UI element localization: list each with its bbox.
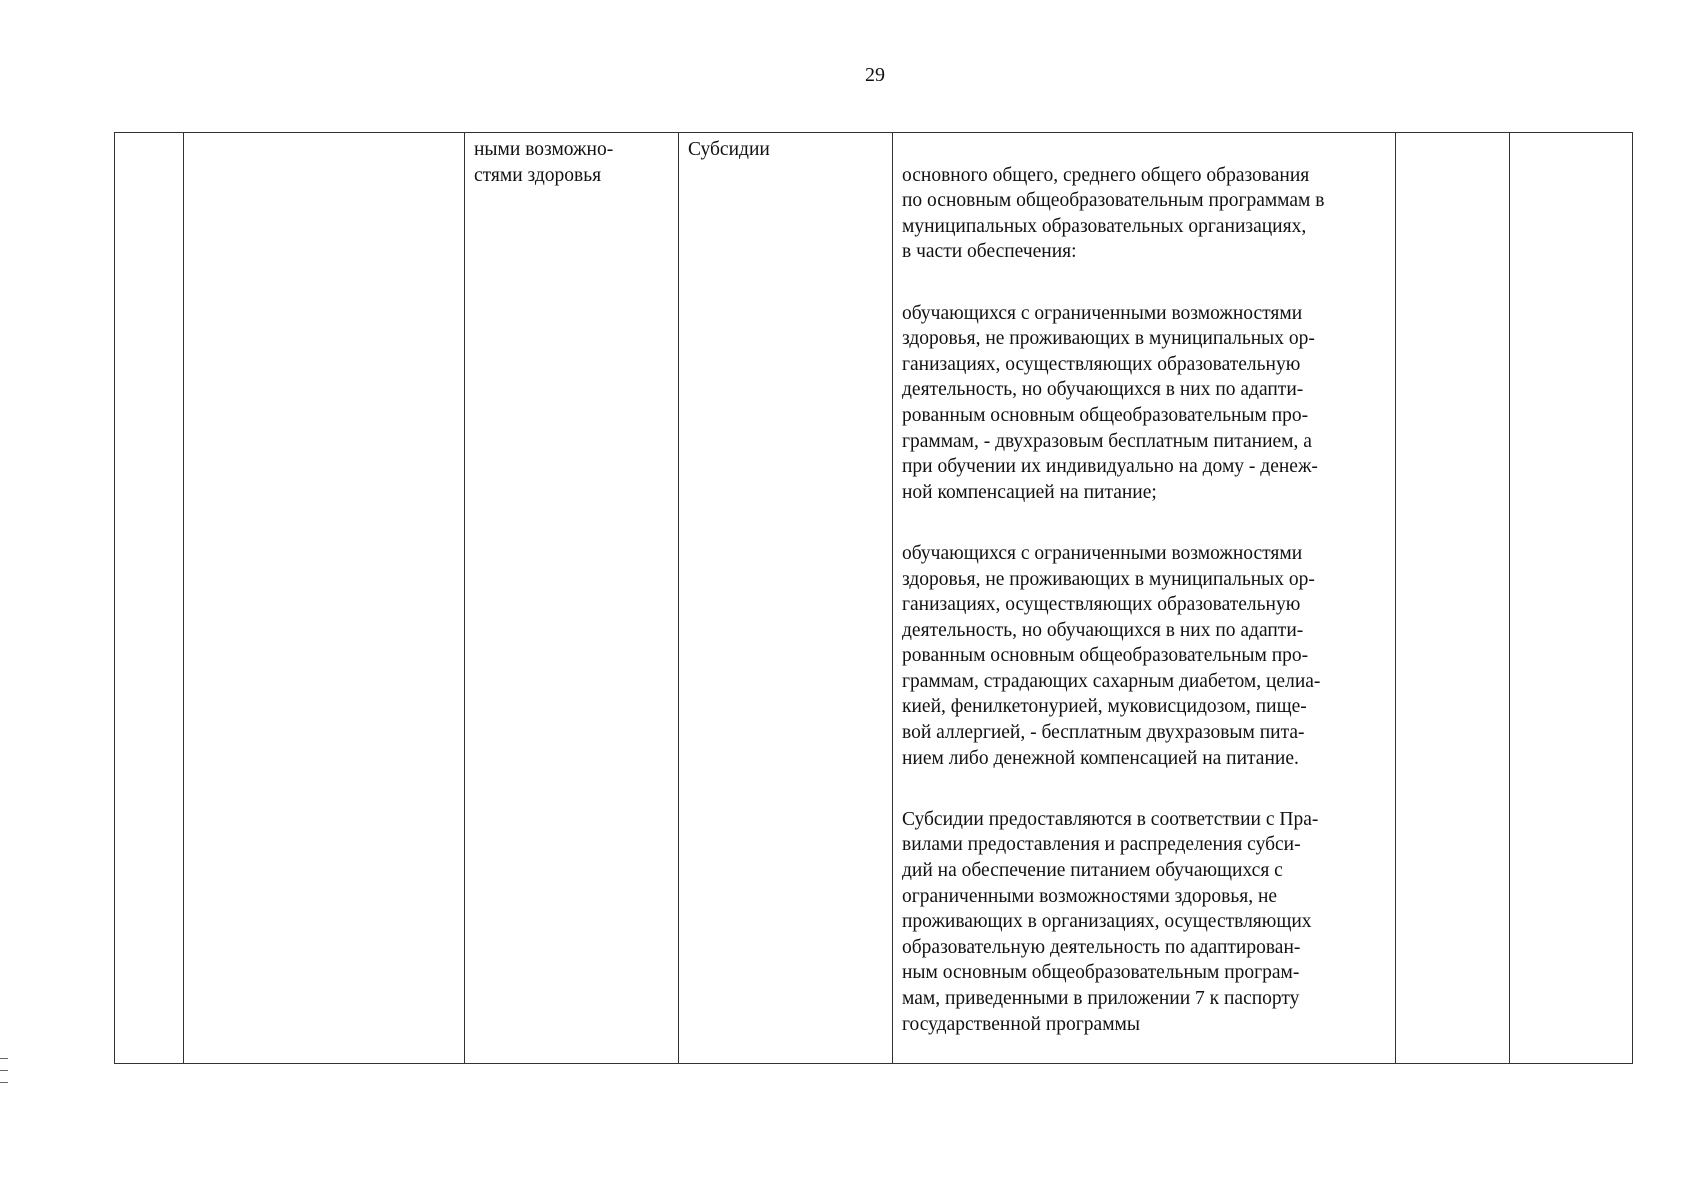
description-paragraph: основного общего, среднего общего образования по основным общеобразовательным программам в муниципальных образовательных организациях, в части обеспечения:: [902, 164, 1325, 263]
page-number: 29: [865, 64, 885, 86]
description-paragraph: обучающихся с ограниченными возможностями здоровья, не проживающих в муниципальных ор- ганизациях, осуществляющих образовательную деятельность, но обучающихся в них по адапти- рованным основным общеобразовательным про- граммам, - двухразовым бесплатным питанием, а при обучении их индивидуально на дому - денеж- ной компенсацией на питание;: [902, 302, 1318, 503]
cell-name: [184, 133, 465, 1064]
type-text: Субсидии: [688, 139, 770, 160]
cell-description: [893, 133, 1396, 1064]
description-paragraph: Субсидии предоставляются в соответствии с Пра- вилами предоставления и распределения субси- дий на обеспечение питанием обучающихся с ограниченными возможностями здоровья, не проживающих в организациях, осуществляющих образовательную деятельность по адаптирован- ным основным общеобразовательным програм- мам, приведенными в приложении 7 к паспорту государственной программы: [902, 808, 1319, 1035]
cell-type: [679, 133, 893, 1064]
scan-mark: [0, 1058, 8, 1059]
table-row: [115, 133, 1633, 1064]
cell-empty-1: [1396, 133, 1510, 1064]
scan-mark: [0, 1070, 8, 1071]
cell-number: [115, 133, 184, 1064]
cell-empty-2: [1510, 133, 1633, 1064]
description-paragraph: обучающихся с ограниченными возможностями здоровья, не проживающих в муниципальных ор- ганизациях, осуществляющих образовательную деятельность, но обучающихся в них по адапти- рованным основным общеобразовательным про- граммам, страдающих сахарным диабетом, целиа- кией, фенилкетонурией, муковисцидозом, пище- вой аллергией, - бесплатным двухразовым пита- нием либо денежной компенсацией на питание.: [902, 542, 1321, 769]
cell-category: [465, 133, 679, 1064]
category-text: ными возможно- стями здоровья: [474, 139, 614, 186]
scan-mark: [0, 1082, 8, 1083]
document-table: [114, 132, 1633, 1064]
